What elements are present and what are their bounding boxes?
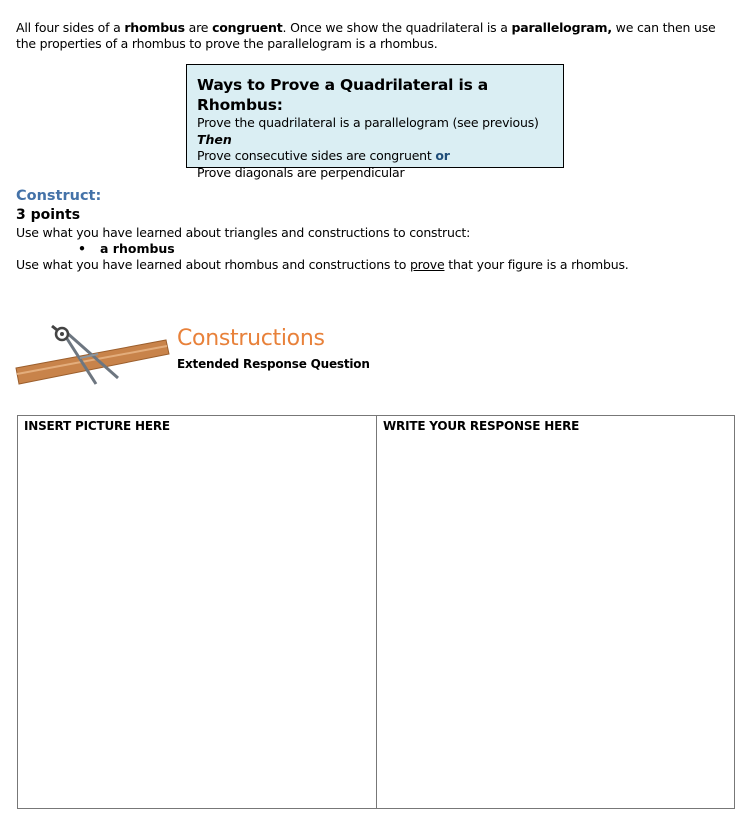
ways-then: Then xyxy=(197,131,232,147)
prove-instruction xyxy=(16,257,629,273)
insert-picture-cell[interactable] xyxy=(18,416,377,808)
ways-box-title: Ways to Prove a Quadrilateral is a Rhombus: xyxy=(197,76,489,114)
bullet-dot: • xyxy=(78,241,86,256)
compass-hinge-center xyxy=(60,332,64,336)
intro-bold-parallelogram: parallelogram, xyxy=(511,20,612,35)
intro-bold-congruent: congruent xyxy=(212,20,283,35)
response-table xyxy=(17,415,735,809)
ways-line-parallelogram: Prove the quadrilateral is a parallelogram (see previous) xyxy=(197,115,539,130)
constructions-subtitle: Extended Response Question xyxy=(177,357,370,371)
intro-text-1: All four sides of a xyxy=(16,20,125,35)
intro-paragraph xyxy=(16,20,736,52)
ways-line-consecutive-sides xyxy=(197,148,563,165)
construct-bullet-item xyxy=(78,241,175,257)
ways-to-prove-box xyxy=(186,64,564,180)
construct-instruction: Use what you have learned about triangles and constructions to construct: xyxy=(16,225,471,240)
ways-or: or xyxy=(435,148,450,163)
intro-text-3: . Once we show the quadrilateral is a xyxy=(282,20,512,35)
compass-ruler-icon xyxy=(14,318,174,390)
constructions-title: Constructions xyxy=(177,326,325,351)
ways-line-diagonals: Prove diagonals are perpendicular xyxy=(197,164,405,180)
prove-instruction-text-2: that your figure is a rhombus. xyxy=(444,257,629,272)
ways-line-consecutive-text: Prove consecutive sides are congruent xyxy=(197,148,436,163)
points-label: 3 points xyxy=(16,207,81,223)
prove-instruction-text-1: Use what you have learned about rhombus and constructions to xyxy=(16,257,410,272)
prove-underlined: prove xyxy=(409,257,445,272)
intro-text-4: we can then use the properties of a rhombus to prove the parallelogram is a rhombus. xyxy=(16,20,716,51)
construct-heading: Construct: xyxy=(16,188,102,204)
insert-picture-label: INSERT PICTURE HERE xyxy=(24,419,170,433)
bullet-rhombus: a rhombus xyxy=(100,241,175,256)
compass-handle xyxy=(52,326,57,330)
intro-text-2: are xyxy=(184,20,213,35)
write-response-cell[interactable] xyxy=(377,416,734,808)
write-response-label: WRITE YOUR RESPONSE HERE xyxy=(383,419,580,433)
intro-bold-rhombus: rhombus xyxy=(124,20,185,35)
